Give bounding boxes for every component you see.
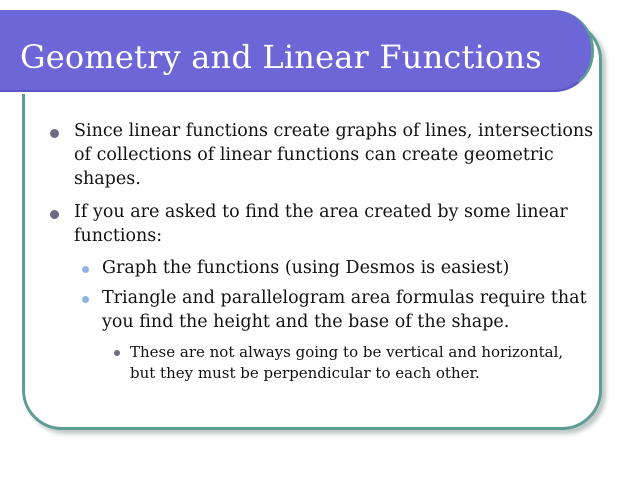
bullet-item: Since linear functions create graphs of lines, intersections of collections of linear functions can create geometric shapes. [74, 121, 594, 189]
sub-bullet-dot-icon [82, 296, 89, 303]
bullet-item: If you are asked to find the area created by some linear functions: [74, 202, 568, 246]
bullet-dot-icon [50, 129, 59, 138]
bullet-dot-icon [50, 210, 59, 219]
slide-title: Geometry and Linear Functions [20, 38, 542, 76]
sub-sub-bullet-item: These are not always going to be vertical and horizontal, but they must be perpendicular to each other. [130, 343, 564, 382]
sub-sub-bullet-dot-icon [114, 350, 120, 356]
sub-bullet-item: Graph the functions (using Desmos is easiest) [102, 258, 510, 278]
sub-bullet-item: Triangle and parallelogram area formulas require that you find the height and the base of the shape. [102, 288, 587, 332]
sub-bullet-dot-icon [82, 266, 89, 273]
